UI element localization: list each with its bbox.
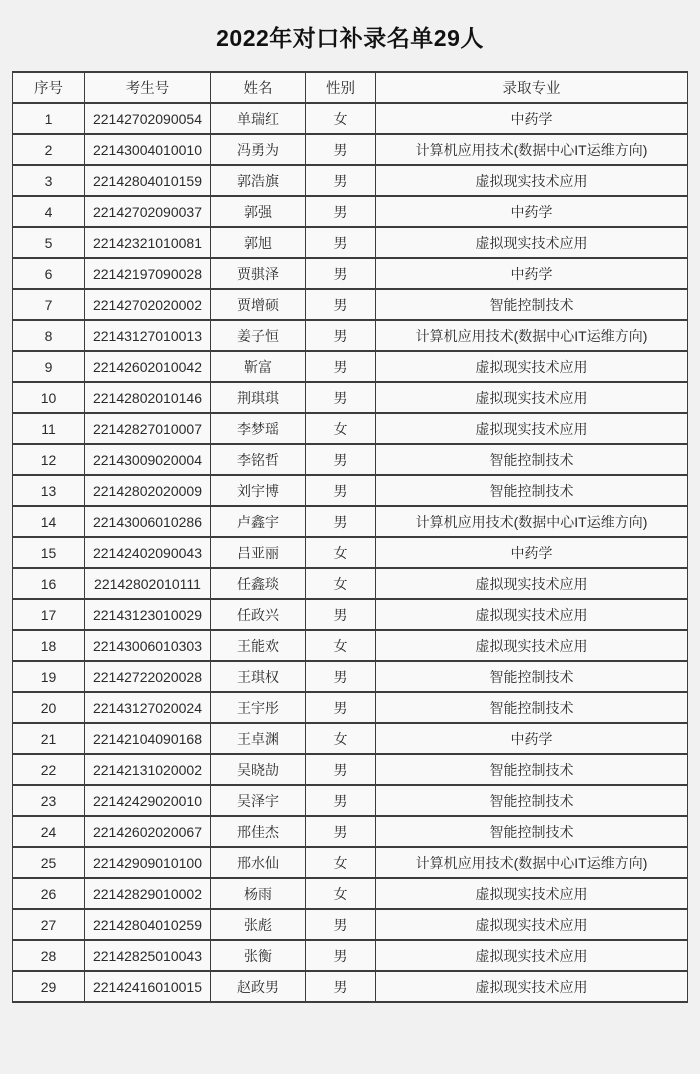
table-row — [13, 630, 688, 661]
cell-name: 郭强 — [211, 196, 306, 227]
cell-index: 20 — [13, 692, 85, 723]
table-row — [13, 971, 688, 1002]
cell-major: 智能控制技术 — [376, 661, 688, 692]
cell-candidate-no: 22142104090168 — [85, 723, 211, 754]
table-row — [13, 878, 688, 909]
cell-candidate-no: 22143123010029 — [85, 599, 211, 630]
cell-candidate-no: 22142827010007 — [85, 413, 211, 444]
table-row — [13, 258, 688, 289]
cell-index: 16 — [13, 568, 85, 599]
cell-index: 3 — [13, 165, 85, 196]
cell-name: 冯勇为 — [211, 134, 306, 165]
column-header-candidate-no: 考生号 — [85, 72, 211, 103]
cell-major: 智能控制技术 — [376, 816, 688, 847]
cell-candidate-no: 22142702090037 — [85, 196, 211, 227]
table-row — [13, 382, 688, 413]
cell-major: 计算机应用技术(数据中心IT运维方向) — [376, 847, 688, 878]
cell-name: 贾骐泽 — [211, 258, 306, 289]
cell-index: 19 — [13, 661, 85, 692]
cell-major: 智能控制技术 — [376, 785, 688, 816]
cell-gender: 男 — [306, 599, 376, 630]
cell-candidate-no: 22142802020009 — [85, 475, 211, 506]
cell-candidate-no: 22142825010043 — [85, 940, 211, 971]
cell-major: 虚拟现实技术应用 — [376, 940, 688, 971]
cell-major: 虚拟现实技术应用 — [376, 878, 688, 909]
cell-index: 21 — [13, 723, 85, 754]
cell-candidate-no: 22142402090043 — [85, 537, 211, 568]
cell-gender: 男 — [306, 909, 376, 940]
cell-index: 15 — [13, 537, 85, 568]
column-header-gender: 性别 — [306, 72, 376, 103]
cell-candidate-no: 22142909010100 — [85, 847, 211, 878]
cell-candidate-no: 22143006010303 — [85, 630, 211, 661]
cell-gender: 男 — [306, 258, 376, 289]
cell-gender: 女 — [306, 847, 376, 878]
table-row — [13, 723, 688, 754]
cell-candidate-no: 22142602010042 — [85, 351, 211, 382]
table-row — [13, 816, 688, 847]
table-row — [13, 103, 688, 134]
cell-major: 中药学 — [376, 196, 688, 227]
cell-gender: 男 — [306, 289, 376, 320]
cell-major: 智能控制技术 — [376, 754, 688, 785]
cell-index: 14 — [13, 506, 85, 537]
table-row — [13, 475, 688, 506]
cell-name: 荆琪琪 — [211, 382, 306, 413]
cell-name: 单瑞红 — [211, 103, 306, 134]
table-row — [13, 847, 688, 878]
cell-gender: 女 — [306, 537, 376, 568]
cell-candidate-no: 22142131020002 — [85, 754, 211, 785]
cell-name: 邢佳杰 — [211, 816, 306, 847]
cell-index: 13 — [13, 475, 85, 506]
cell-index: 7 — [13, 289, 85, 320]
cell-candidate-no: 22142321010081 — [85, 227, 211, 258]
cell-index: 9 — [13, 351, 85, 382]
cell-major: 智能控制技术 — [376, 475, 688, 506]
cell-candidate-no: 22143127010013 — [85, 320, 211, 351]
cell-gender: 女 — [306, 568, 376, 599]
cell-name: 靳富 — [211, 351, 306, 382]
table-row — [13, 444, 688, 475]
cell-name: 张衡 — [211, 940, 306, 971]
table-row — [13, 940, 688, 971]
table-header-row — [13, 72, 688, 103]
table-row — [13, 568, 688, 599]
cell-candidate-no: 22142702090054 — [85, 103, 211, 134]
cell-index: 28 — [13, 940, 85, 971]
cell-gender: 男 — [306, 971, 376, 1002]
cell-gender: 男 — [306, 351, 376, 382]
cell-index: 5 — [13, 227, 85, 258]
cell-index: 1 — [13, 103, 85, 134]
page-title: 2022年对口补录名单29人 — [216, 25, 484, 51]
cell-name: 王琪权 — [211, 661, 306, 692]
cell-name: 贾增硕 — [211, 289, 306, 320]
cell-major: 虚拟现实技术应用 — [376, 971, 688, 1002]
table-row — [13, 320, 688, 351]
cell-gender: 女 — [306, 630, 376, 661]
table-row — [13, 134, 688, 165]
cell-gender: 女 — [306, 723, 376, 754]
cell-major: 中药学 — [376, 103, 688, 134]
cell-gender: 男 — [306, 320, 376, 351]
table-row — [13, 413, 688, 444]
cell-name: 任政兴 — [211, 599, 306, 630]
cell-name: 杨雨 — [211, 878, 306, 909]
cell-candidate-no: 22142702020002 — [85, 289, 211, 320]
cell-gender: 男 — [306, 692, 376, 723]
cell-candidate-no: 22142802010111 — [85, 568, 211, 599]
cell-major: 虚拟现实技术应用 — [376, 568, 688, 599]
cell-gender: 男 — [306, 816, 376, 847]
cell-major: 虚拟现实技术应用 — [376, 630, 688, 661]
cell-major: 虚拟现实技术应用 — [376, 413, 688, 444]
cell-major: 智能控制技术 — [376, 289, 688, 320]
cell-gender: 男 — [306, 382, 376, 413]
cell-index: 29 — [13, 971, 85, 1002]
cell-name: 吴泽宇 — [211, 785, 306, 816]
cell-index: 12 — [13, 444, 85, 475]
cell-major: 计算机应用技术(数据中心IT运维方向) — [376, 134, 688, 165]
cell-name: 李铭哲 — [211, 444, 306, 475]
cell-gender: 男 — [306, 444, 376, 475]
cell-index: 22 — [13, 754, 85, 785]
cell-gender: 男 — [306, 785, 376, 816]
table-row — [13, 196, 688, 227]
cell-candidate-no: 22142429020010 — [85, 785, 211, 816]
table-row — [13, 537, 688, 568]
cell-candidate-no: 22143127020024 — [85, 692, 211, 723]
cell-candidate-no: 22142829010002 — [85, 878, 211, 909]
cell-index: 23 — [13, 785, 85, 816]
cell-gender: 男 — [306, 227, 376, 258]
cell-gender: 男 — [306, 196, 376, 227]
cell-index: 8 — [13, 320, 85, 351]
cell-candidate-no: 22142197090028 — [85, 258, 211, 289]
cell-name: 王宇彤 — [211, 692, 306, 723]
cell-name: 郭旭 — [211, 227, 306, 258]
cell-index: 17 — [13, 599, 85, 630]
cell-major: 虚拟现实技术应用 — [376, 599, 688, 630]
table-row — [13, 351, 688, 382]
column-header-major: 录取专业 — [376, 72, 688, 103]
cell-major: 计算机应用技术(数据中心IT运维方向) — [376, 320, 688, 351]
cell-name: 李梦瑶 — [211, 413, 306, 444]
cell-index: 2 — [13, 134, 85, 165]
table-body — [13, 103, 688, 1002]
cell-name: 吴晓劼 — [211, 754, 306, 785]
cell-name: 吕亚丽 — [211, 537, 306, 568]
cell-candidate-no: 22142804010259 — [85, 909, 211, 940]
cell-candidate-no: 22143009020004 — [85, 444, 211, 475]
cell-name: 王卓渊 — [211, 723, 306, 754]
column-header-index: 序号 — [13, 72, 85, 103]
cell-candidate-no: 22143004010010 — [85, 134, 211, 165]
cell-name: 卢鑫宇 — [211, 506, 306, 537]
cell-major: 虚拟现实技术应用 — [376, 382, 688, 413]
cell-index: 6 — [13, 258, 85, 289]
cell-gender: 男 — [306, 475, 376, 506]
cell-major: 虚拟现实技术应用 — [376, 165, 688, 196]
cell-gender: 女 — [306, 878, 376, 909]
cell-gender: 男 — [306, 506, 376, 537]
cell-name: 任鑫琰 — [211, 568, 306, 599]
cell-candidate-no: 22142416010015 — [85, 971, 211, 1002]
cell-gender: 男 — [306, 165, 376, 196]
cell-major: 虚拟现实技术应用 — [376, 909, 688, 940]
cell-major: 中药学 — [376, 537, 688, 568]
cell-major: 中药学 — [376, 258, 688, 289]
cell-candidate-no: 22142602020067 — [85, 816, 211, 847]
admission-table — [12, 71, 688, 1003]
table-row — [13, 661, 688, 692]
cell-gender: 女 — [306, 413, 376, 444]
cell-name: 邢水仙 — [211, 847, 306, 878]
cell-name: 王能欢 — [211, 630, 306, 661]
table-row — [13, 754, 688, 785]
cell-gender: 男 — [306, 661, 376, 692]
table-row — [13, 506, 688, 537]
cell-name: 张彪 — [211, 909, 306, 940]
cell-index: 18 — [13, 630, 85, 661]
cell-gender: 男 — [306, 134, 376, 165]
cell-gender: 女 — [306, 103, 376, 134]
cell-major: 虚拟现实技术应用 — [376, 351, 688, 382]
table-row — [13, 692, 688, 723]
column-header-name: 姓名 — [211, 72, 306, 103]
cell-major: 中药学 — [376, 723, 688, 754]
cell-index: 11 — [13, 413, 85, 444]
cell-candidate-no: 22142802010146 — [85, 382, 211, 413]
cell-index: 10 — [13, 382, 85, 413]
cell-name: 赵政男 — [211, 971, 306, 1002]
cell-index: 4 — [13, 196, 85, 227]
table-row — [13, 785, 688, 816]
cell-index: 24 — [13, 816, 85, 847]
cell-gender: 男 — [306, 754, 376, 785]
cell-candidate-no: 22142804010159 — [85, 165, 211, 196]
table-row — [13, 289, 688, 320]
table-row — [13, 909, 688, 940]
cell-name: 姜子恒 — [211, 320, 306, 351]
cell-index: 25 — [13, 847, 85, 878]
cell-candidate-no: 22142722020028 — [85, 661, 211, 692]
cell-candidate-no: 22143006010286 — [85, 506, 211, 537]
cell-name: 刘宇博 — [211, 475, 306, 506]
cell-index: 27 — [13, 909, 85, 940]
table-row — [13, 165, 688, 196]
cell-name: 郭浩旗 — [211, 165, 306, 196]
cell-major: 计算机应用技术(数据中心IT运维方向) — [376, 506, 688, 537]
cell-index: 26 — [13, 878, 85, 909]
table-row — [13, 599, 688, 630]
cell-gender: 男 — [306, 940, 376, 971]
cell-major: 智能控制技术 — [376, 692, 688, 723]
table-row — [13, 227, 688, 258]
cell-major: 虚拟现实技术应用 — [376, 227, 688, 258]
cell-major: 智能控制技术 — [376, 444, 688, 475]
